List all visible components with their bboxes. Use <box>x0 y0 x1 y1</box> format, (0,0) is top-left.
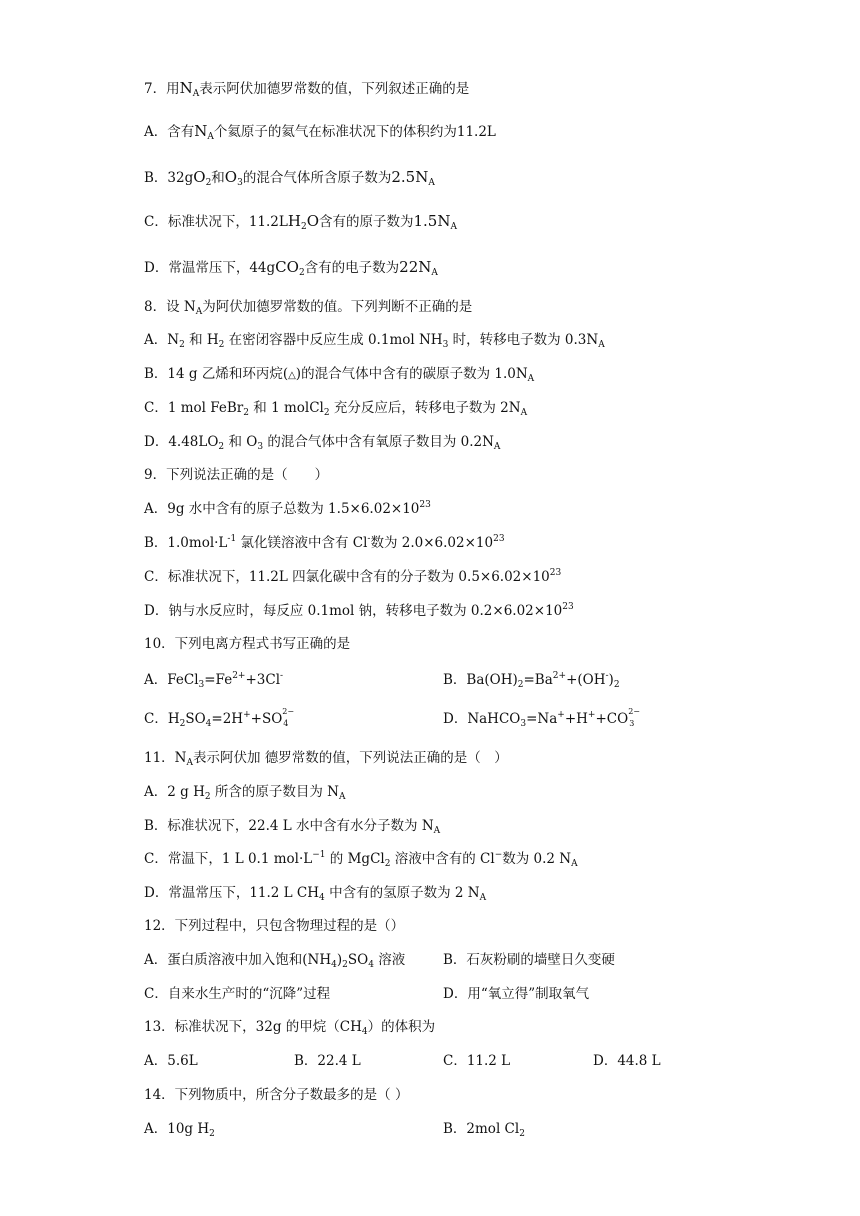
question-8-option-d: D．$4.48LO_2$ 和 $O_3$ 的混合气体中含有氧原子数目为 $0.2N_A$ <box>144 434 501 452</box>
question-7-option-d: D．常温常压下，44gCO$_2$含有的电子数为$22N_A$ <box>144 258 438 278</box>
question-14-stem: 14．下列物质中，所含分子数最多的是（ ） <box>144 1087 409 1103</box>
question-7-option-c: C．标准状况下，$11.2LH_2O$含有的原子数为$1.5N_A$ <box>144 212 457 232</box>
question-14-option-a: A．10g $H_2$ <box>144 1121 215 1139</box>
question-10-option-c: C．$H_2SO_4=2H^++SO$ 2− 4 <box>144 707 295 729</box>
question-10-option-b: B．$Ba(OH)_2=Ba^{2+}+(OH^-)_2$ <box>443 671 620 690</box>
question-11-option-a: A．2 g $H_2$ 所含的原子数目为 $N_A$ <box>144 784 346 802</box>
cyclopropane-triangle-icon: △ <box>288 370 296 381</box>
question-10-option-d: D．NaHCO$_3$=Na++H++CO 2− 3 <box>443 707 640 729</box>
question-12-option-d: D．用“氧立得”制取氧气 <box>443 986 590 1002</box>
question-7-stem: 7．用$N_A$表示阿伏加德罗常数的值，下列叙述正确的是 <box>144 79 470 99</box>
question-11-option-b: B．标准状况下，22.4 L 水中含有水分子数为 $N_A$ <box>144 818 441 836</box>
question-13-stem: 13．标准状况下，32g 的甲烷$(CH_4)$的体积为 <box>144 1019 436 1037</box>
question-8-option-a: A．$N_2$ 和 $H_2$ 在密闭容器中反应生成 0.1mol $NH_3$ 时，转移电子数为 $0.3N_A$ <box>144 332 605 350</box>
question-11-option-c: C．常温下，1 L 0.1 $mol\cdot L^{-1}$ 的 MgCl$_2$ 溶液中含有的 Cl−数为 0.2 $N_A$ <box>144 850 578 869</box>
question-11-option-d: D．常温常压下，11.2 L $CH_4$ 中含有的氢原子数为 2 $N_A$ <box>144 885 487 903</box>
question-10-option-a: A．$FeCl_3=Fe^{2+}+3Cl^-$ <box>144 671 284 690</box>
question-10-stem: 10．下列电离方程式书写正确的是 <box>144 636 351 652</box>
question-13-option-a: A．5.6L <box>144 1053 198 1069</box>
question-9-stem: 9．下列说法正确的是（ ） <box>144 467 329 483</box>
question-13-option-b: B．22.4 L <box>294 1053 361 1069</box>
question-9-option-b: B．$1.0mol\cdot L^{-1}$ 氯化镁溶液中含有 Cl-数为 $2.0\times 6.02\times 10^{23}$ <box>144 534 505 551</box>
question-12-stem: 12．下列过程中，只包含物理过程的是（） <box>144 918 405 934</box>
question-7-option-a: A．含有$N_A$个氦原子的氦气在标准状况下的体积约为11.2L <box>144 122 496 142</box>
question-12-option-c: C．自来水生产时的“沉降”过程 <box>144 986 331 1002</box>
question-12-option-b: B．石灰粉刷的墙壁日久变硬 <box>443 952 615 968</box>
question-8-option-b: B．14 g 乙烯和环丙烷(△)的混合气体中含有的碳原子数为 $1.0N_A$ <box>144 366 535 384</box>
question-9-option-c: C．标准状况下，11.2L 四氯化碳中含有的分子数为 $0.5\times 6.02\times 10^{23}$ <box>144 568 562 585</box>
question-9-option-d: D．钠与水反应时，每反应 0.1mol 钠，转移电子数为 $0.2\times 6.02\times 10^{23}$ <box>144 602 574 619</box>
question-12-option-a: A．蛋白质溶液中加入饱和$(NH_4)_2SO_4$ 溶液 <box>144 952 406 970</box>
question-8-option-c: C．1 mol FeBr$_2$ 和 1 molCl$_2$ 充分反应后，转移电子数为 $2N_A$ <box>144 400 528 418</box>
question-7-option-b: B．$32gO_2$和$O_3$的混合气体所含原子数为$2.5N_A$ <box>144 168 435 188</box>
question-9-option-a: A．9g 水中含有的原子总数为 $1.5\times 6.02\times 10^{23}$ <box>144 500 431 517</box>
question-13-option-d: D．44.8 L <box>593 1053 661 1069</box>
question-11-stem: 11．$N_A$表示阿伏加 德罗常数的值，下列说法正确的是（ ） <box>144 750 508 768</box>
question-14-option-b: B．2mol $Cl_2$ <box>443 1121 525 1139</box>
question-8-stem: 8．设 $N_A$为阿伏加德罗常数的值。下列判断不正确的是 <box>144 299 473 317</box>
question-13-option-c: C．11.2 L <box>443 1053 511 1069</box>
